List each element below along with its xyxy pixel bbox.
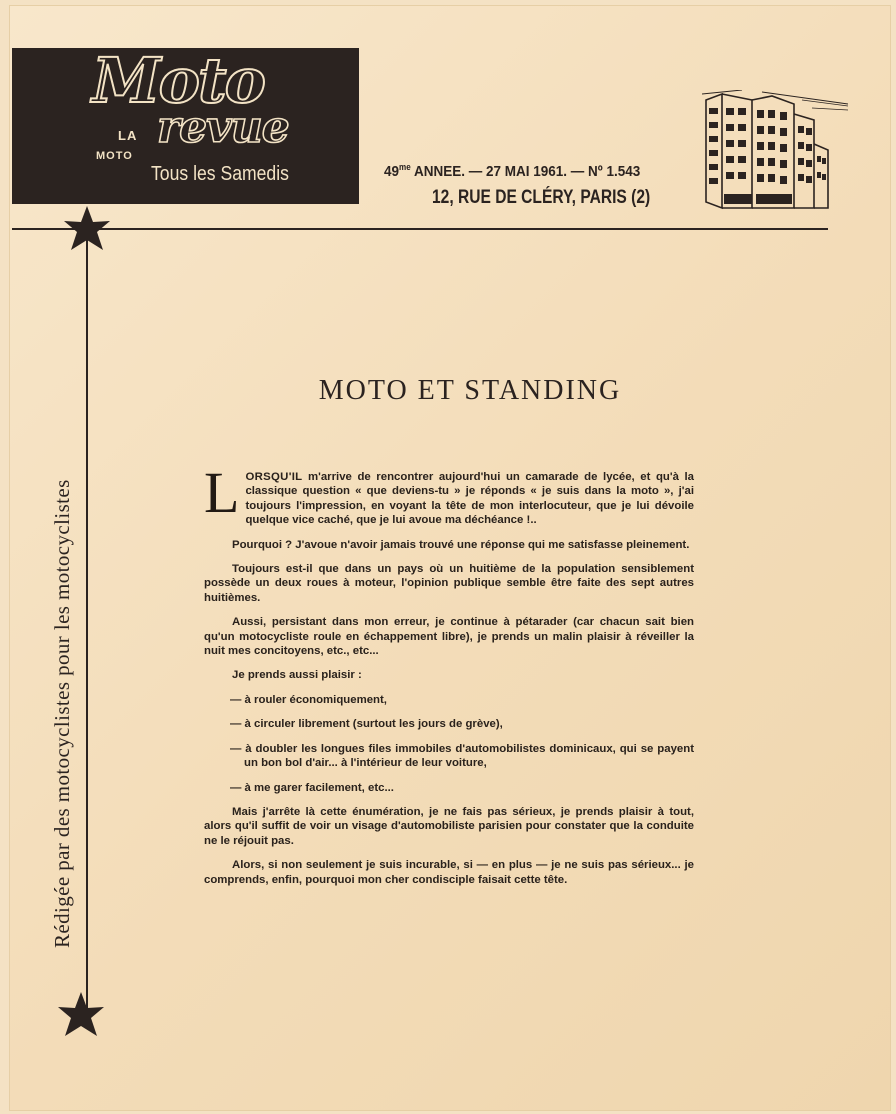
issue-year-suffix: me (399, 162, 411, 172)
paragraph-2: Pourquoi ? J'avoue n'avoir jamais trouvé une réponse qui me satisfasse pleinement. (232, 538, 690, 551)
article-title: MOTO ET STANDING (318, 374, 622, 406)
issue-info (384, 162, 640, 180)
publisher-address: 12, RUE DE CLÉRY, PARIS (2) (432, 187, 651, 208)
sidebar-motto: Rédigée par des motocyclistes pour les motocyclistes (50, 479, 74, 948)
building-illustration (702, 90, 848, 212)
logo-revue-text: revue (157, 102, 289, 153)
intro-lead: ORSQU'IL (245, 471, 303, 483)
issue-date-number: ANNEE. — 27 MAI 1961. — Nº 1.543 (410, 163, 641, 180)
tagline: Tous les Samedis (151, 163, 289, 185)
logo-moto-small-text: MOTO (96, 150, 133, 162)
logo-moto-text: Moto (92, 44, 264, 117)
star-ornament-top (62, 204, 112, 254)
star-ornament-bottom (56, 990, 106, 1040)
paragraph-intro (204, 460, 694, 528)
logo-la-text: LA (118, 128, 138, 143)
intro-rest: m'arrive de rencontrer aujourd'hui un camarade de lycée, et qu'à la classique question « que deviens-tu » je réponds « je suis dans la moto », j'ai toujours l'impression, en voyant la tête de mon interlocuteur, que je lui dévoile quelque vice caché, que je lui avoue ma déchéance !.. (245, 471, 694, 527)
list-item-4: — à me garer facilement, etc... (230, 781, 394, 794)
header-divider (12, 228, 828, 230)
sidebar-divider (86, 240, 88, 1010)
list-item-3: — à doubler les longues files immobiles d'automobilistes dominicaux, qui se payent un bon bol d'air... à l'intérieur de leur voiture, (230, 742, 694, 770)
list-item-2: — à circuler librement (surtout les jours de grève), (230, 718, 503, 731)
paragraph-5: Je prends aussi plaisir : (232, 669, 362, 682)
masthead-logo (12, 44, 359, 204)
paragraph-7: Alors, si non seulement je suis incurable, si — en plus — je ne suis pas sérieux... je comprends, enfin, pourquoi mon cher condisciple faisait cette tête. (204, 859, 694, 886)
drop-cap: L (204, 460, 240, 525)
paragraph-3: Toujours est-il que dans un pays où un huitième de la population sensiblement possède un deux roues à moteur, l'opinion publique semble être faite des sept autres huitièmes. (204, 563, 694, 604)
paragraph-6: Mais j'arrête là cette énumération, je ne fais pas sérieux, je prends plaisir à tout, alors qu'il suffit de voir un visage d'automobiliste parisien pour constater que la conduite ne le réjouit pas. (204, 805, 694, 847)
article-body (204, 460, 694, 897)
issue-year-number: 49 (384, 163, 400, 180)
list-item-1: — à rouler économiquement, (230, 693, 387, 706)
paragraph-4: Aussi, persistant dans mon erreur, je continue à pétarader (car chacun sait bien qu'un motocycliste roule en échappement libre), je prends un malin plaisir à réveiller la nuit mes concitoyens, etc., etc... (204, 616, 694, 658)
